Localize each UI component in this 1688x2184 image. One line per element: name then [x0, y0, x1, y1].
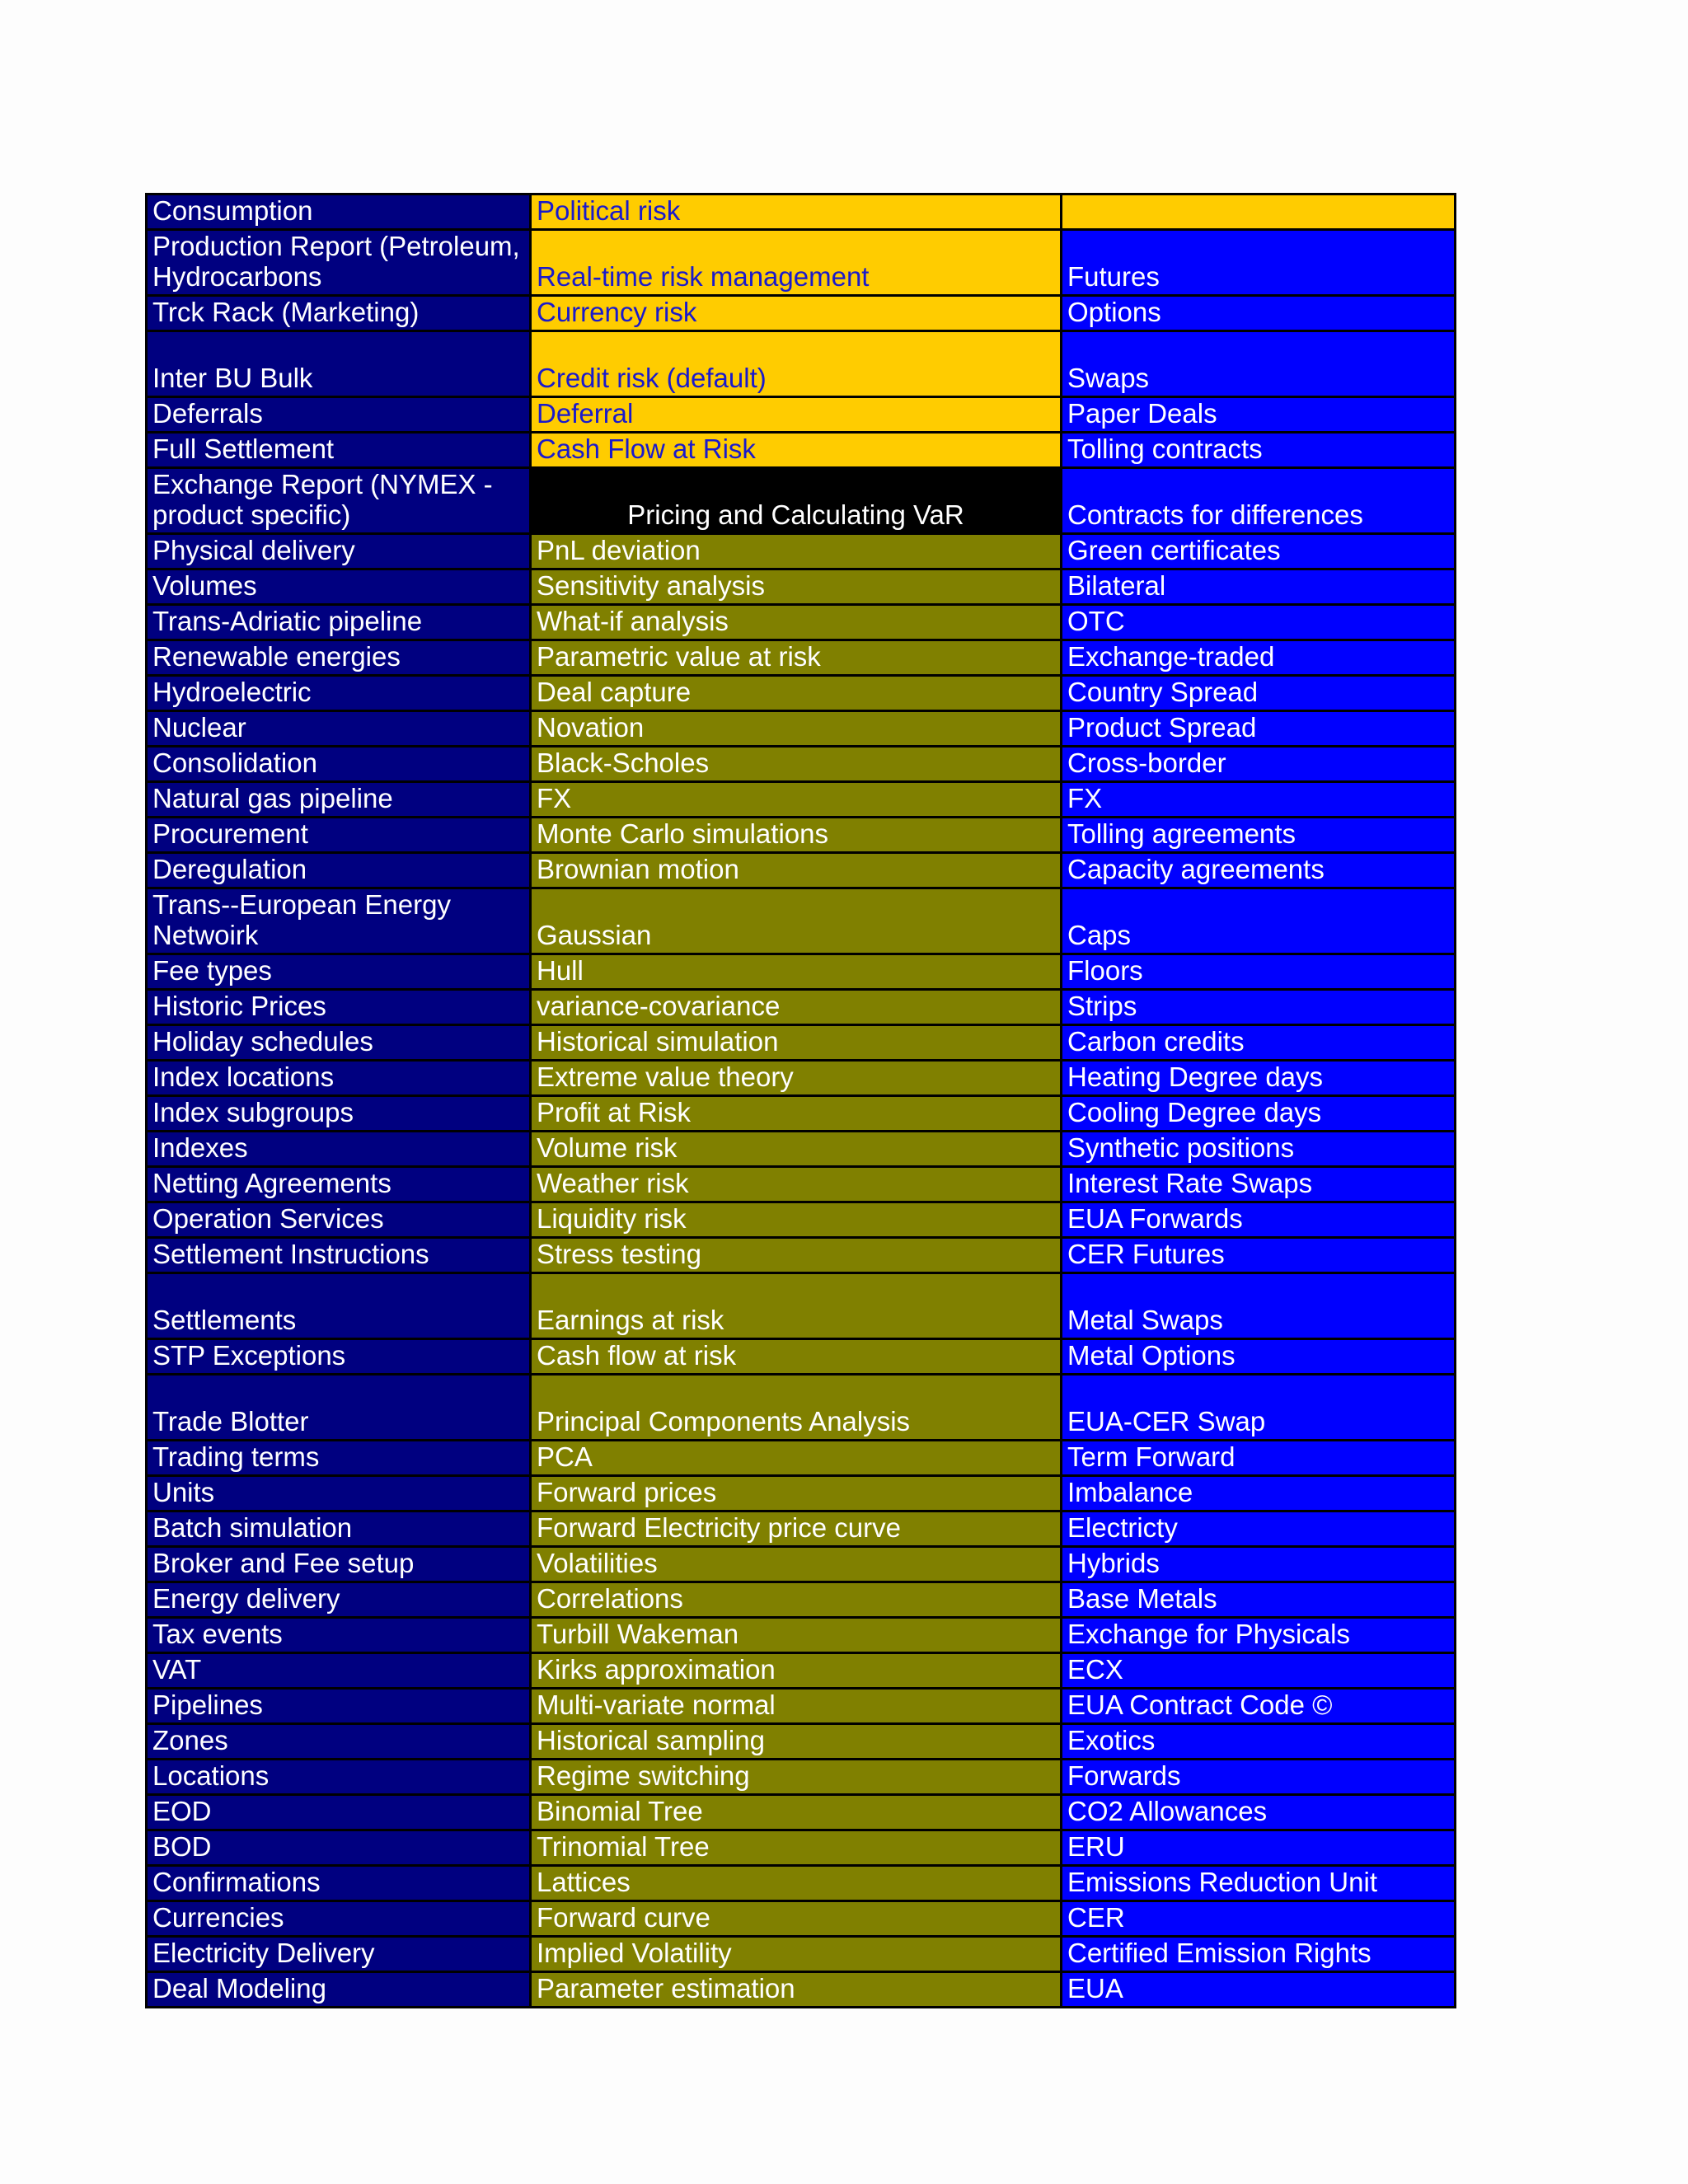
column-3-cell: Carbon credits: [1062, 1025, 1456, 1061]
column-2-cell: Cash flow at risk: [531, 1339, 1062, 1375]
table-row: [147, 1724, 1456, 1760]
column-2-cell: Trinomial Tree: [531, 1830, 1062, 1866]
column-3-cell: Country Spread: [1062, 676, 1456, 711]
column-1-cell: Indexes: [147, 1132, 531, 1167]
column-2-cell: Extreme value theory: [531, 1061, 1062, 1096]
table-row: [147, 1025, 1456, 1061]
column-3-cell: Term Forward: [1062, 1441, 1456, 1476]
column-1-cell: Full Settlement: [147, 433, 531, 468]
column-3-cell: EUA: [1062, 1972, 1456, 2008]
column-3-cell: Exotics: [1062, 1724, 1456, 1760]
column-2-cell: Turbill Wakeman: [531, 1618, 1062, 1653]
column-2-cell: Pricing and Calculating VaR: [531, 468, 1062, 534]
column-1-cell: Energy delivery: [147, 1582, 531, 1618]
column-3-cell: Strips: [1062, 990, 1456, 1025]
column-1-cell: Deal Modeling: [147, 1972, 531, 2008]
table-row: [147, 1273, 1456, 1339]
table-row: [147, 1202, 1456, 1238]
column-3-cell: Bilateral: [1062, 569, 1456, 605]
column-1-cell: Tax events: [147, 1618, 531, 1653]
column-3-cell: Cross-border: [1062, 747, 1456, 782]
column-3-cell: Electricty: [1062, 1511, 1456, 1547]
column-1-cell: Natural gas pipeline: [147, 782, 531, 818]
column-3-cell: Futures: [1062, 230, 1456, 296]
column-1-cell: Broker and Fee setup: [147, 1547, 531, 1582]
column-1-cell: Settlements: [147, 1273, 531, 1339]
column-1-cell: Fee types: [147, 954, 531, 990]
table-row: [147, 1096, 1456, 1132]
column-1-cell: Exchange Report (NYMEX - product specific): [147, 468, 531, 534]
column-3-cell: Emissions Reduction Unit: [1062, 1866, 1456, 1901]
column-2-cell: Regime switching: [531, 1760, 1062, 1795]
column-3-cell: EUA-CER Swap: [1062, 1375, 1456, 1441]
column-2-cell: Principal Components Analysis: [531, 1375, 1062, 1441]
column-2-cell: Gaussian: [531, 888, 1062, 954]
column-3-cell: Cooling Degree days: [1062, 1096, 1456, 1132]
table-row: [147, 1511, 1456, 1547]
column-2-cell: Credit risk (default): [531, 331, 1062, 397]
table-row: [147, 1689, 1456, 1724]
table-row: [147, 711, 1456, 747]
table-row: [147, 194, 1456, 230]
column-1-cell: Consumption: [147, 194, 531, 230]
column-2-cell: Liquidity risk: [531, 1202, 1062, 1238]
column-3-cell: Contracts for differences: [1062, 468, 1456, 534]
column-1-cell: Netting Agreements: [147, 1167, 531, 1202]
table-row: [147, 888, 1456, 954]
column-1-cell: Units: [147, 1476, 531, 1511]
column-3-cell: Hybrids: [1062, 1547, 1456, 1582]
column-2-cell: Brownian motion: [531, 853, 1062, 888]
table-row: [147, 1167, 1456, 1202]
table-row: [147, 954, 1456, 990]
column-2-cell: Sensitivity analysis: [531, 569, 1062, 605]
table-row: [147, 818, 1456, 853]
column-1-cell: Confirmations: [147, 1866, 531, 1901]
column-3-cell: Green certificates: [1062, 534, 1456, 569]
table-row: [147, 1476, 1456, 1511]
column-1-cell: Operation Services: [147, 1202, 531, 1238]
column-3-cell: Caps: [1062, 888, 1456, 954]
column-2-cell: Kirks approximation: [531, 1653, 1062, 1689]
table-row: [147, 747, 1456, 782]
column-3-cell: Swaps: [1062, 331, 1456, 397]
column-3-cell: ECX: [1062, 1653, 1456, 1689]
column-3-cell: Imbalance: [1062, 1476, 1456, 1511]
column-2-cell: Multi-variate normal: [531, 1689, 1062, 1724]
column-1-cell: Trans--European Energy Netwoirk: [147, 888, 531, 954]
column-1-cell: Renewable energies: [147, 640, 531, 676]
column-1-cell: Physical delivery: [147, 534, 531, 569]
column-3-cell: CO2 Allowances: [1062, 1795, 1456, 1830]
column-1-cell: Procurement: [147, 818, 531, 853]
column-3-cell: Tolling agreements: [1062, 818, 1456, 853]
column-2-cell: Parameter estimation: [531, 1972, 1062, 2008]
table-row: [147, 1901, 1456, 1937]
column-1-cell: Nuclear: [147, 711, 531, 747]
column-2-cell: Implied Volatility: [531, 1937, 1062, 1972]
column-2-cell: Hull: [531, 954, 1062, 990]
column-2-cell: PnL deviation: [531, 534, 1062, 569]
column-2-cell: What-if analysis: [531, 605, 1062, 640]
column-2-cell: Black-Scholes: [531, 747, 1062, 782]
column-3-cell: EUA Contract Code ©: [1062, 1689, 1456, 1724]
table-row: [147, 1238, 1456, 1273]
column-1-cell: Index locations: [147, 1061, 531, 1096]
column-3-cell: Heating Degree days: [1062, 1061, 1456, 1096]
column-3-cell: CER Futures: [1062, 1238, 1456, 1273]
table-row: [147, 1972, 1456, 2008]
column-2-cell: Historical sampling: [531, 1724, 1062, 1760]
column-1-cell: BOD: [147, 1830, 531, 1866]
table-row: [147, 782, 1456, 818]
column-2-cell: Forward curve: [531, 1901, 1062, 1937]
column-2-cell: Deal capture: [531, 676, 1062, 711]
column-1-cell: Deregulation: [147, 853, 531, 888]
column-3-cell: EUA Forwards: [1062, 1202, 1456, 1238]
column-3-cell: Certified Emission Rights: [1062, 1937, 1456, 1972]
column-1-cell: Locations: [147, 1760, 531, 1795]
column-2-cell: Weather risk: [531, 1167, 1062, 1202]
column-1-cell: Trade Blotter: [147, 1375, 531, 1441]
table-row: [147, 1866, 1456, 1901]
column-1-cell: Settlement Instructions: [147, 1238, 531, 1273]
table-row: [147, 1653, 1456, 1689]
column-1-cell: Historic Prices: [147, 990, 531, 1025]
column-2-cell: Historical simulation: [531, 1025, 1062, 1061]
column-2-cell: Cash Flow at Risk: [531, 433, 1062, 468]
column-3-cell: [1062, 194, 1456, 230]
table-row: [147, 1618, 1456, 1653]
table-row: [147, 296, 1456, 331]
column-2-cell: Monte Carlo simulations: [531, 818, 1062, 853]
table-row: [147, 605, 1456, 640]
table-row: [147, 433, 1456, 468]
column-2-cell: Forward Electricity price curve: [531, 1511, 1062, 1547]
column-1-cell: STP Exceptions: [147, 1339, 531, 1375]
column-3-cell: Tolling contracts: [1062, 433, 1456, 468]
table-row: [147, 990, 1456, 1025]
column-3-cell: Floors: [1062, 954, 1456, 990]
column-3-cell: Synthetic positions: [1062, 1132, 1456, 1167]
column-3-cell: Product Spread: [1062, 711, 1456, 747]
table-row: [147, 1937, 1456, 1972]
column-2-cell: Deferral: [531, 397, 1062, 433]
column-2-cell: FX: [531, 782, 1062, 818]
table-row: [147, 534, 1456, 569]
column-3-cell: Exchange-traded: [1062, 640, 1456, 676]
column-1-cell: Volumes: [147, 569, 531, 605]
column-2-cell: Real-time risk management: [531, 230, 1062, 296]
column-3-cell: ERU: [1062, 1830, 1456, 1866]
column-1-cell: Deferrals: [147, 397, 531, 433]
table-row: [147, 1061, 1456, 1096]
table-row: [147, 1760, 1456, 1795]
column-2-cell: Profit at Risk: [531, 1096, 1062, 1132]
column-1-cell: Trans-Adriatic pipeline: [147, 605, 531, 640]
column-1-cell: Trck Rack (Marketing): [147, 296, 531, 331]
column-3-cell: Metal Swaps: [1062, 1273, 1456, 1339]
column-1-cell: VAT: [147, 1653, 531, 1689]
column-1-cell: Hydroelectric: [147, 676, 531, 711]
table-row: [147, 1830, 1456, 1866]
column-1-cell: Pipelines: [147, 1689, 531, 1724]
table-row: [147, 569, 1456, 605]
column-2-cell: variance-covariance: [531, 990, 1062, 1025]
column-3-cell: Interest Rate Swaps: [1062, 1167, 1456, 1202]
column-2-cell: Volatilities: [531, 1547, 1062, 1582]
table-row: [147, 1582, 1456, 1618]
column-2-cell: Volume risk: [531, 1132, 1062, 1167]
column-3-cell: Metal Options: [1062, 1339, 1456, 1375]
column-3-cell: Paper Deals: [1062, 397, 1456, 433]
column-2-cell: Political risk: [531, 194, 1062, 230]
column-2-cell: Earnings at risk: [531, 1273, 1062, 1339]
column-2-cell: Forward prices: [531, 1476, 1062, 1511]
column-3-cell: CER: [1062, 1901, 1456, 1937]
column-1-cell: EOD: [147, 1795, 531, 1830]
column-2-cell: Lattices: [531, 1866, 1062, 1901]
column-1-cell: Production Report (Petroleum, Hydrocarbons: [147, 230, 531, 296]
column-3-cell: Exchange for Physicals: [1062, 1618, 1456, 1653]
table-row: [147, 1441, 1456, 1476]
column-1-cell: Inter BU Bulk: [147, 331, 531, 397]
column-1-cell: Batch simulation: [147, 1511, 531, 1547]
column-3-cell: FX: [1062, 782, 1456, 818]
column-1-cell: Index subgroups: [147, 1096, 531, 1132]
column-1-cell: Trading terms: [147, 1441, 531, 1476]
column-2-cell: Binomial Tree: [531, 1795, 1062, 1830]
column-2-cell: Stress testing: [531, 1238, 1062, 1273]
table-row: [147, 230, 1456, 296]
table-row: [147, 1339, 1456, 1375]
table-row: [147, 1375, 1456, 1441]
column-1-cell: Electricity Delivery: [147, 1937, 531, 1972]
column-3-cell: Forwards: [1062, 1760, 1456, 1795]
table-row: [147, 640, 1456, 676]
column-3-cell: Options: [1062, 296, 1456, 331]
column-2-cell: Currency risk: [531, 296, 1062, 331]
table-row: [147, 1547, 1456, 1582]
column-3-cell: OTC: [1062, 605, 1456, 640]
column-2-cell: PCA: [531, 1441, 1062, 1476]
table-row: [147, 468, 1456, 534]
table-row: [147, 1132, 1456, 1167]
table-row: [147, 397, 1456, 433]
column-2-cell: Parametric value at risk: [531, 640, 1062, 676]
table-row: [147, 853, 1456, 888]
column-2-cell: Novation: [531, 711, 1062, 747]
column-1-cell: Holiday schedules: [147, 1025, 531, 1061]
column-3-cell: Capacity agreements: [1062, 853, 1456, 888]
table-row: [147, 676, 1456, 711]
column-3-cell: Base Metals: [1062, 1582, 1456, 1618]
data-table: [145, 193, 1456, 2008]
column-2-cell: Correlations: [531, 1582, 1062, 1618]
table-row: [147, 1795, 1456, 1830]
table-row: [147, 331, 1456, 397]
column-1-cell: Currencies: [147, 1901, 531, 1937]
column-1-cell: Consolidation: [147, 747, 531, 782]
column-1-cell: Zones: [147, 1724, 531, 1760]
